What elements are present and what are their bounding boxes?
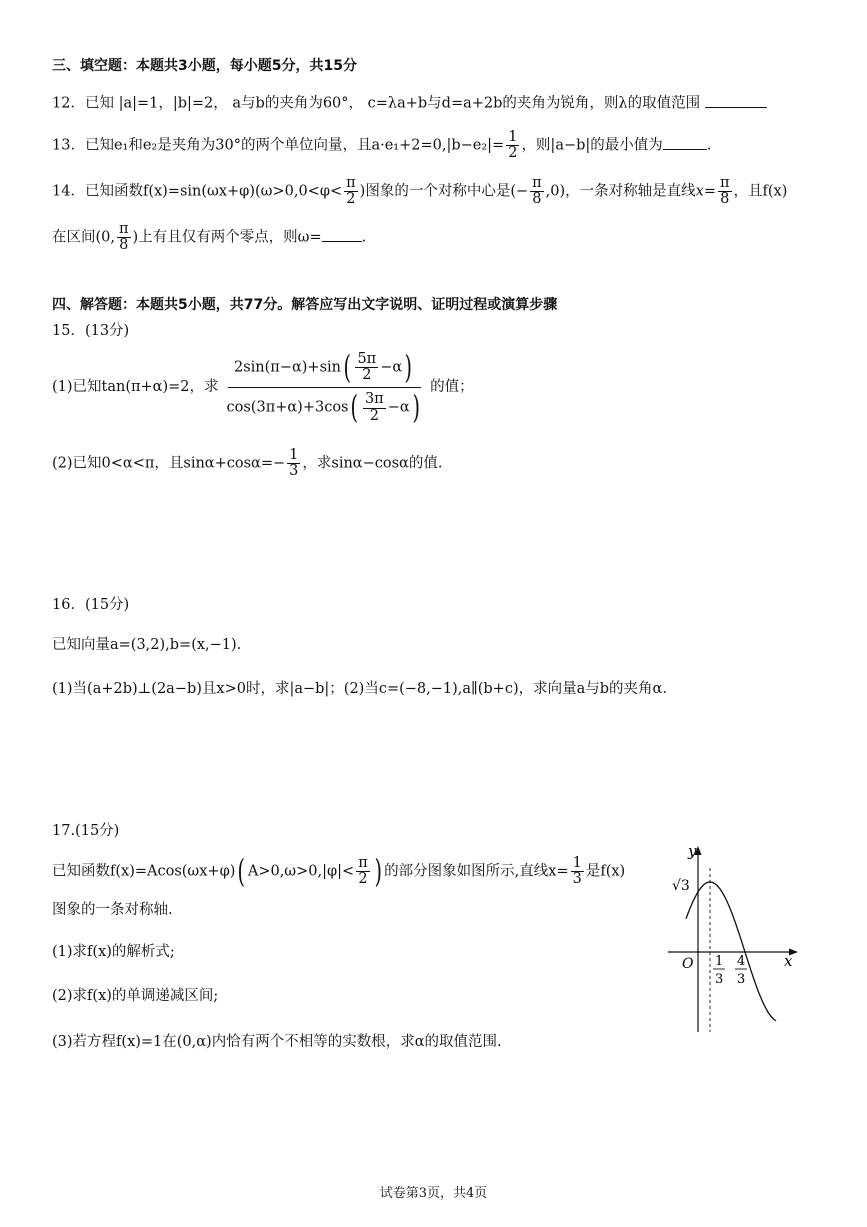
q14-pi-c: π <box>119 221 129 237</box>
q17-line1-c: 是f(x) <box>585 863 626 880</box>
q15-num-a: 2sin(π−α)+sin <box>234 359 341 376</box>
section-4-heading: 四、解答题：本题共5小题，共77分。解答应写出文字说明、证明过程或演算步骤 <box>52 297 558 313</box>
q17-cond-d: 2 <box>358 871 368 888</box>
q17-line1-b: 的部分图象如图所示,直线x= <box>384 863 569 880</box>
q15-p1-prefix: (1)已知tan(π+α)=2，求 <box>52 379 219 396</box>
q15-num-frac-d: 2 <box>362 367 372 384</box>
q16-line-1: 已知向量a=(3,2),b=(x,−1). <box>52 637 242 653</box>
question-13 <box>52 130 827 161</box>
graph-tick1-den: 3 <box>715 972 724 987</box>
graph-tick1-num: 1 <box>715 954 724 969</box>
q16-header: 16．(15分) <box>52 597 130 613</box>
q15-paren-l2: ( <box>350 388 359 427</box>
graph-origin-label: O <box>682 956 694 972</box>
page-footer: 试卷第3页，共4页 <box>379 1186 488 1201</box>
q14-two: 2 <box>346 191 356 208</box>
q14-text-2: )图象的一个对称中心是(− <box>359 183 529 200</box>
q14-frac-pi-8b <box>718 176 732 207</box>
q17-line-2: 图象的一条对称轴. <box>52 902 173 918</box>
q13-frac-den: 2 <box>508 145 518 162</box>
q14-frac-pi-2 <box>344 176 358 207</box>
q15-paren-r1: ) <box>404 347 413 386</box>
q17-sub-3: (3)若方程f(x)=1在(0,α)内恰有两个不相等的实数根，求α的取值范围. <box>52 1034 502 1050</box>
q13-frac-num: 1 <box>508 129 518 145</box>
q14-eight-c: 8 <box>119 237 129 254</box>
q17-x-frac <box>571 856 584 887</box>
q15-den-tail: −α <box>387 400 410 417</box>
q17-sub-2: (2)求f(x)的单调递减区间; <box>52 988 219 1004</box>
q15-paren-r2: ) <box>412 388 420 427</box>
q14-text-1: f(x)=sin(ωx+φ)(ω>0,0<φ< <box>142 183 343 200</box>
section-3-heading: 三、填空题：本题共3小题，每小题5分，共15分 <box>52 58 357 74</box>
q14-line2-b: )上有且仅有两个零点，则ω= <box>132 229 322 246</box>
q14-text-4: x= <box>695 183 716 200</box>
q17-function-graph <box>660 838 800 1038</box>
q17-cond-frac <box>356 856 370 887</box>
q14-eight-a: 8 <box>532 191 542 208</box>
q17-line-1 <box>52 851 647 890</box>
q13-number: 13．已知 <box>52 137 114 154</box>
graph-x-label: x <box>784 952 793 970</box>
question-14 <box>52 176 827 207</box>
q17-line1-a: 已知函数f(x)=Acos(ωx+φ) <box>52 863 236 880</box>
q15-num-tail: −α <box>380 359 403 376</box>
q15-p2-frac-n: 1 <box>289 447 299 463</box>
q15-num-frac-n: 5π <box>357 351 377 367</box>
q14-line2-c: . <box>361 229 367 246</box>
q15-p1-suffix: 的值； <box>430 379 474 396</box>
q17-cond: A>0,ω>0,|φ|< <box>247 863 355 880</box>
q17-header: 17.(15分) <box>52 823 120 839</box>
q16-line-2: (1)当(a+2b)⊥(2a−b)且x>0时，求|a−b|；(2)当c=(−8,−1),a∥(b+c)，求向量a与b的夹角α. <box>52 681 667 697</box>
q13-answer-blank[interactable] <box>663 134 707 150</box>
question-12 <box>52 92 827 113</box>
q15-den-frac-n: 3π <box>364 391 384 408</box>
q14-text-3: ,0)，一条对称轴是直线 <box>545 183 696 200</box>
q15-p2-prefix: (2)已知0<α<π，且sinα+cosα=− <box>52 455 286 472</box>
q17-x-n: 1 <box>572 855 582 871</box>
q15-p2-fraction <box>287 448 300 479</box>
graph-tick2-num: 4 <box>737 954 746 969</box>
question-14-line-2 <box>52 222 827 253</box>
q15-den-frac-d: 2 <box>369 407 379 424</box>
q15-main-fraction <box>221 347 429 427</box>
q12-answer-blank[interactable] <box>705 92 767 108</box>
graph-y-label: y <box>688 842 697 860</box>
q17-x-d: 3 <box>572 871 582 888</box>
q14-pi: π <box>346 175 356 191</box>
q12-number: 12．已知 <box>52 95 114 112</box>
q14-line2-a: 在区间(0, <box>52 229 115 246</box>
q14-eight-b: 8 <box>720 191 730 208</box>
q15-denominator <box>221 388 429 427</box>
q12-text-2: a与b的夹角为60°， <box>232 95 364 112</box>
q15-p2-suffix: ，求sinα−cosα的值. <box>302 455 443 472</box>
q12-text-1: |a|=1，|b|=2， <box>118 95 228 112</box>
q17-paren-l: ( <box>237 851 246 890</box>
q17-cond-n: π <box>358 855 368 871</box>
q14-pi-a: π <box>532 175 542 191</box>
q14-number: 14．已知函数 <box>52 183 143 200</box>
q14-answer-blank[interactable] <box>322 226 362 242</box>
q17-sub-1: (1)求f(x)的解析式; <box>52 944 175 960</box>
q13-end: . <box>706 137 712 154</box>
q15-header: 15．(13分) <box>52 323 130 339</box>
q15-numerator <box>228 347 421 388</box>
q15-part-1 <box>52 347 827 427</box>
q15-num-frac <box>355 352 378 383</box>
q15-part-2 <box>52 448 827 479</box>
q14-frac-pi-8a <box>530 176 544 207</box>
q12-text-3: c=λa+b与d=a+2b的夹角为锐角，则λ的取值范围 <box>367 95 701 112</box>
q15-den-frac <box>363 392 386 423</box>
q15-den-a: cos(3π+α)+3cos <box>226 400 349 417</box>
q13-fraction <box>506 130 519 161</box>
q13-text-2: ，则|a−b|的最小值为 <box>521 137 663 154</box>
graph-peak-label: √3 <box>672 878 690 894</box>
q15-paren-l1: ( <box>343 347 351 386</box>
q13-text-1: e₁和e₂是夹角为30°的两个单位向量，且a·e₁+2=0,|b−e₂|= <box>113 137 505 154</box>
q14-pi-b: π <box>720 175 730 191</box>
q14-text-5: ，且f(x) <box>733 183 788 200</box>
graph-tick2-den: 3 <box>737 972 746 987</box>
q14-frac-pi-8c <box>117 222 131 253</box>
q15-p2-frac-d: 3 <box>289 463 299 480</box>
q17-paren-r: ) <box>374 851 382 890</box>
